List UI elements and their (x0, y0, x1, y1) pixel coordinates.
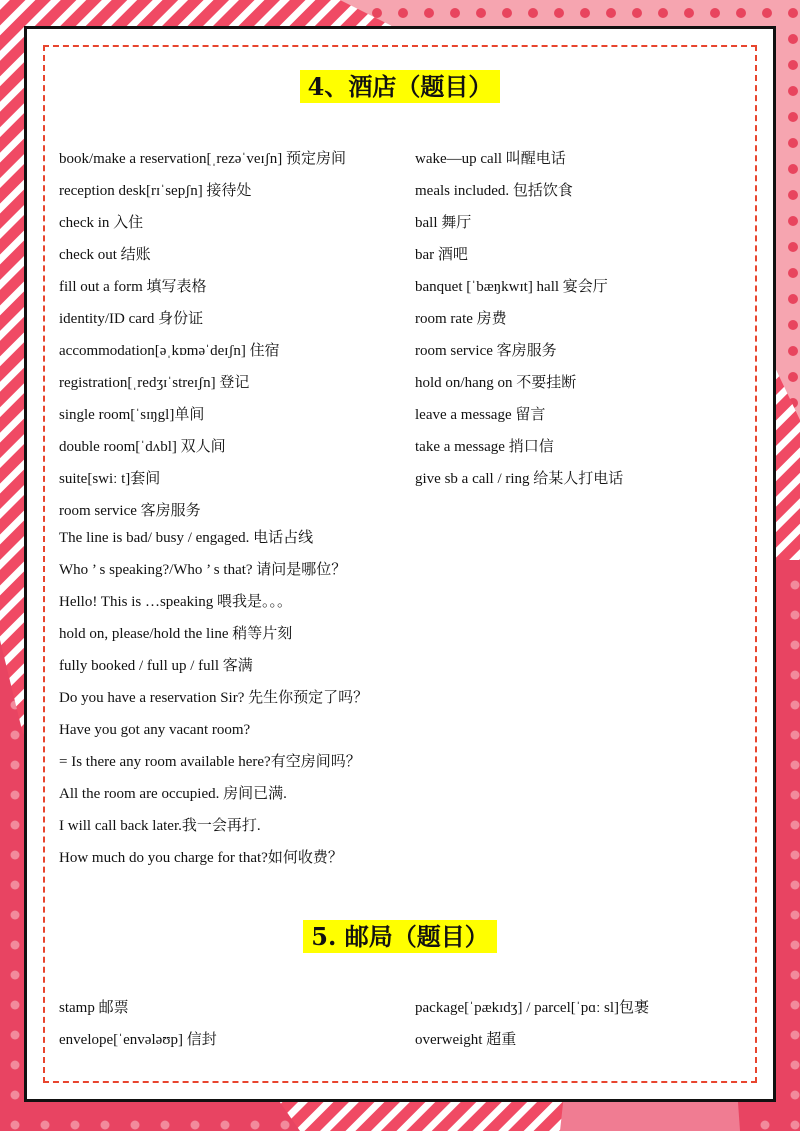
sentence-item: = Is there any room available here?有空房间吗？ (59, 754, 361, 770)
vocab-item: suite[swiː t]套间 (59, 471, 161, 487)
sentence-item: Who ’ s speaking?/Who ’ s that? 请问是哪位？ (59, 562, 347, 578)
vocab-item: ball 舞厅 (415, 215, 472, 231)
vocab-item: room rate 房费 (415, 311, 507, 327)
vocab-item: envelope[ˈenvələʊp] 信封 (59, 1032, 217, 1048)
vocab-item: overweight 超重 (415, 1032, 517, 1048)
sentence-item: I will call back later.我一会再打. (59, 818, 261, 834)
vocab-item: identity/ID card 身份证 (59, 311, 204, 327)
section-title-post: 5. 邮局（题目） (27, 917, 773, 952)
section-title-hotel: 4、酒店（题目） (27, 67, 773, 102)
sentence-item: All the room are occupied. 房间已满. (59, 786, 287, 802)
vocab-item: hold on/hang on 不要挂断 (415, 375, 577, 391)
vocab-item: leave a message 留言 (415, 407, 546, 423)
vocab-item: book/make a reservation[ˌrezəˈveɪʃn] 预定房间 (59, 151, 346, 167)
vocab-item: stamp 邮票 (59, 1000, 129, 1016)
sentence-item: Hello! This is …speaking 喂我是。。。 (59, 594, 293, 610)
vocab-item: fill out a form 填写表格 (59, 279, 207, 295)
vocab-item: check out 结账 (59, 247, 151, 263)
sentence-item: The line is bad/ busy / engaged. 电话占线 (59, 530, 314, 546)
sentence-item: Have you got any vacant room? (59, 722, 251, 738)
vocab-item: reception desk[rɪˈsepʃn] 接待处 (59, 183, 252, 199)
vocab-item: bar 酒吧 (415, 247, 468, 263)
vocab-item: room service 客房服务 (415, 343, 557, 359)
vocab-item: banquet [ˈbæŋkwɪt] hall 宴会厅 (415, 279, 608, 295)
vocab-item: wake—up call 叫醒电话 (415, 151, 566, 167)
content-card (24, 26, 776, 1102)
sentence-item: Do you have a reservation Sir? 先生你预定了吗？ (59, 690, 369, 706)
vocab-item: package[ˈpækɪdʒ] / parcel[ˈpɑː sl]包裹 (415, 1000, 650, 1016)
vocab-item: give sb a call / ring 给某人打电话 (415, 471, 624, 487)
sentence-item: How much do you charge for that?如何收费？ (59, 850, 343, 866)
vocab-item: room service 客房服务 (59, 503, 201, 519)
sentence-item: hold on, please/hold the line 稍等片刻 (59, 626, 293, 642)
vocab-item: accommodation[əˌkɒməˈdeɪʃn] 住宿 (59, 343, 280, 359)
sentence-item: fully booked / full up / full 客满 (59, 658, 253, 674)
vocab-item: take a message 捎口信 (415, 439, 554, 455)
vocab-item: check in 入住 (59, 215, 144, 231)
vocab-item: single room[ˈsɪŋgl]单间 (59, 407, 205, 423)
vocab-item: registration[ˌredʒɪˈstreɪʃn] 登记 (59, 375, 250, 391)
vocab-item: double room[ˈdʌbl] 双人间 (59, 439, 226, 455)
vocab-item: meals included. 包括饮食 (415, 183, 573, 199)
